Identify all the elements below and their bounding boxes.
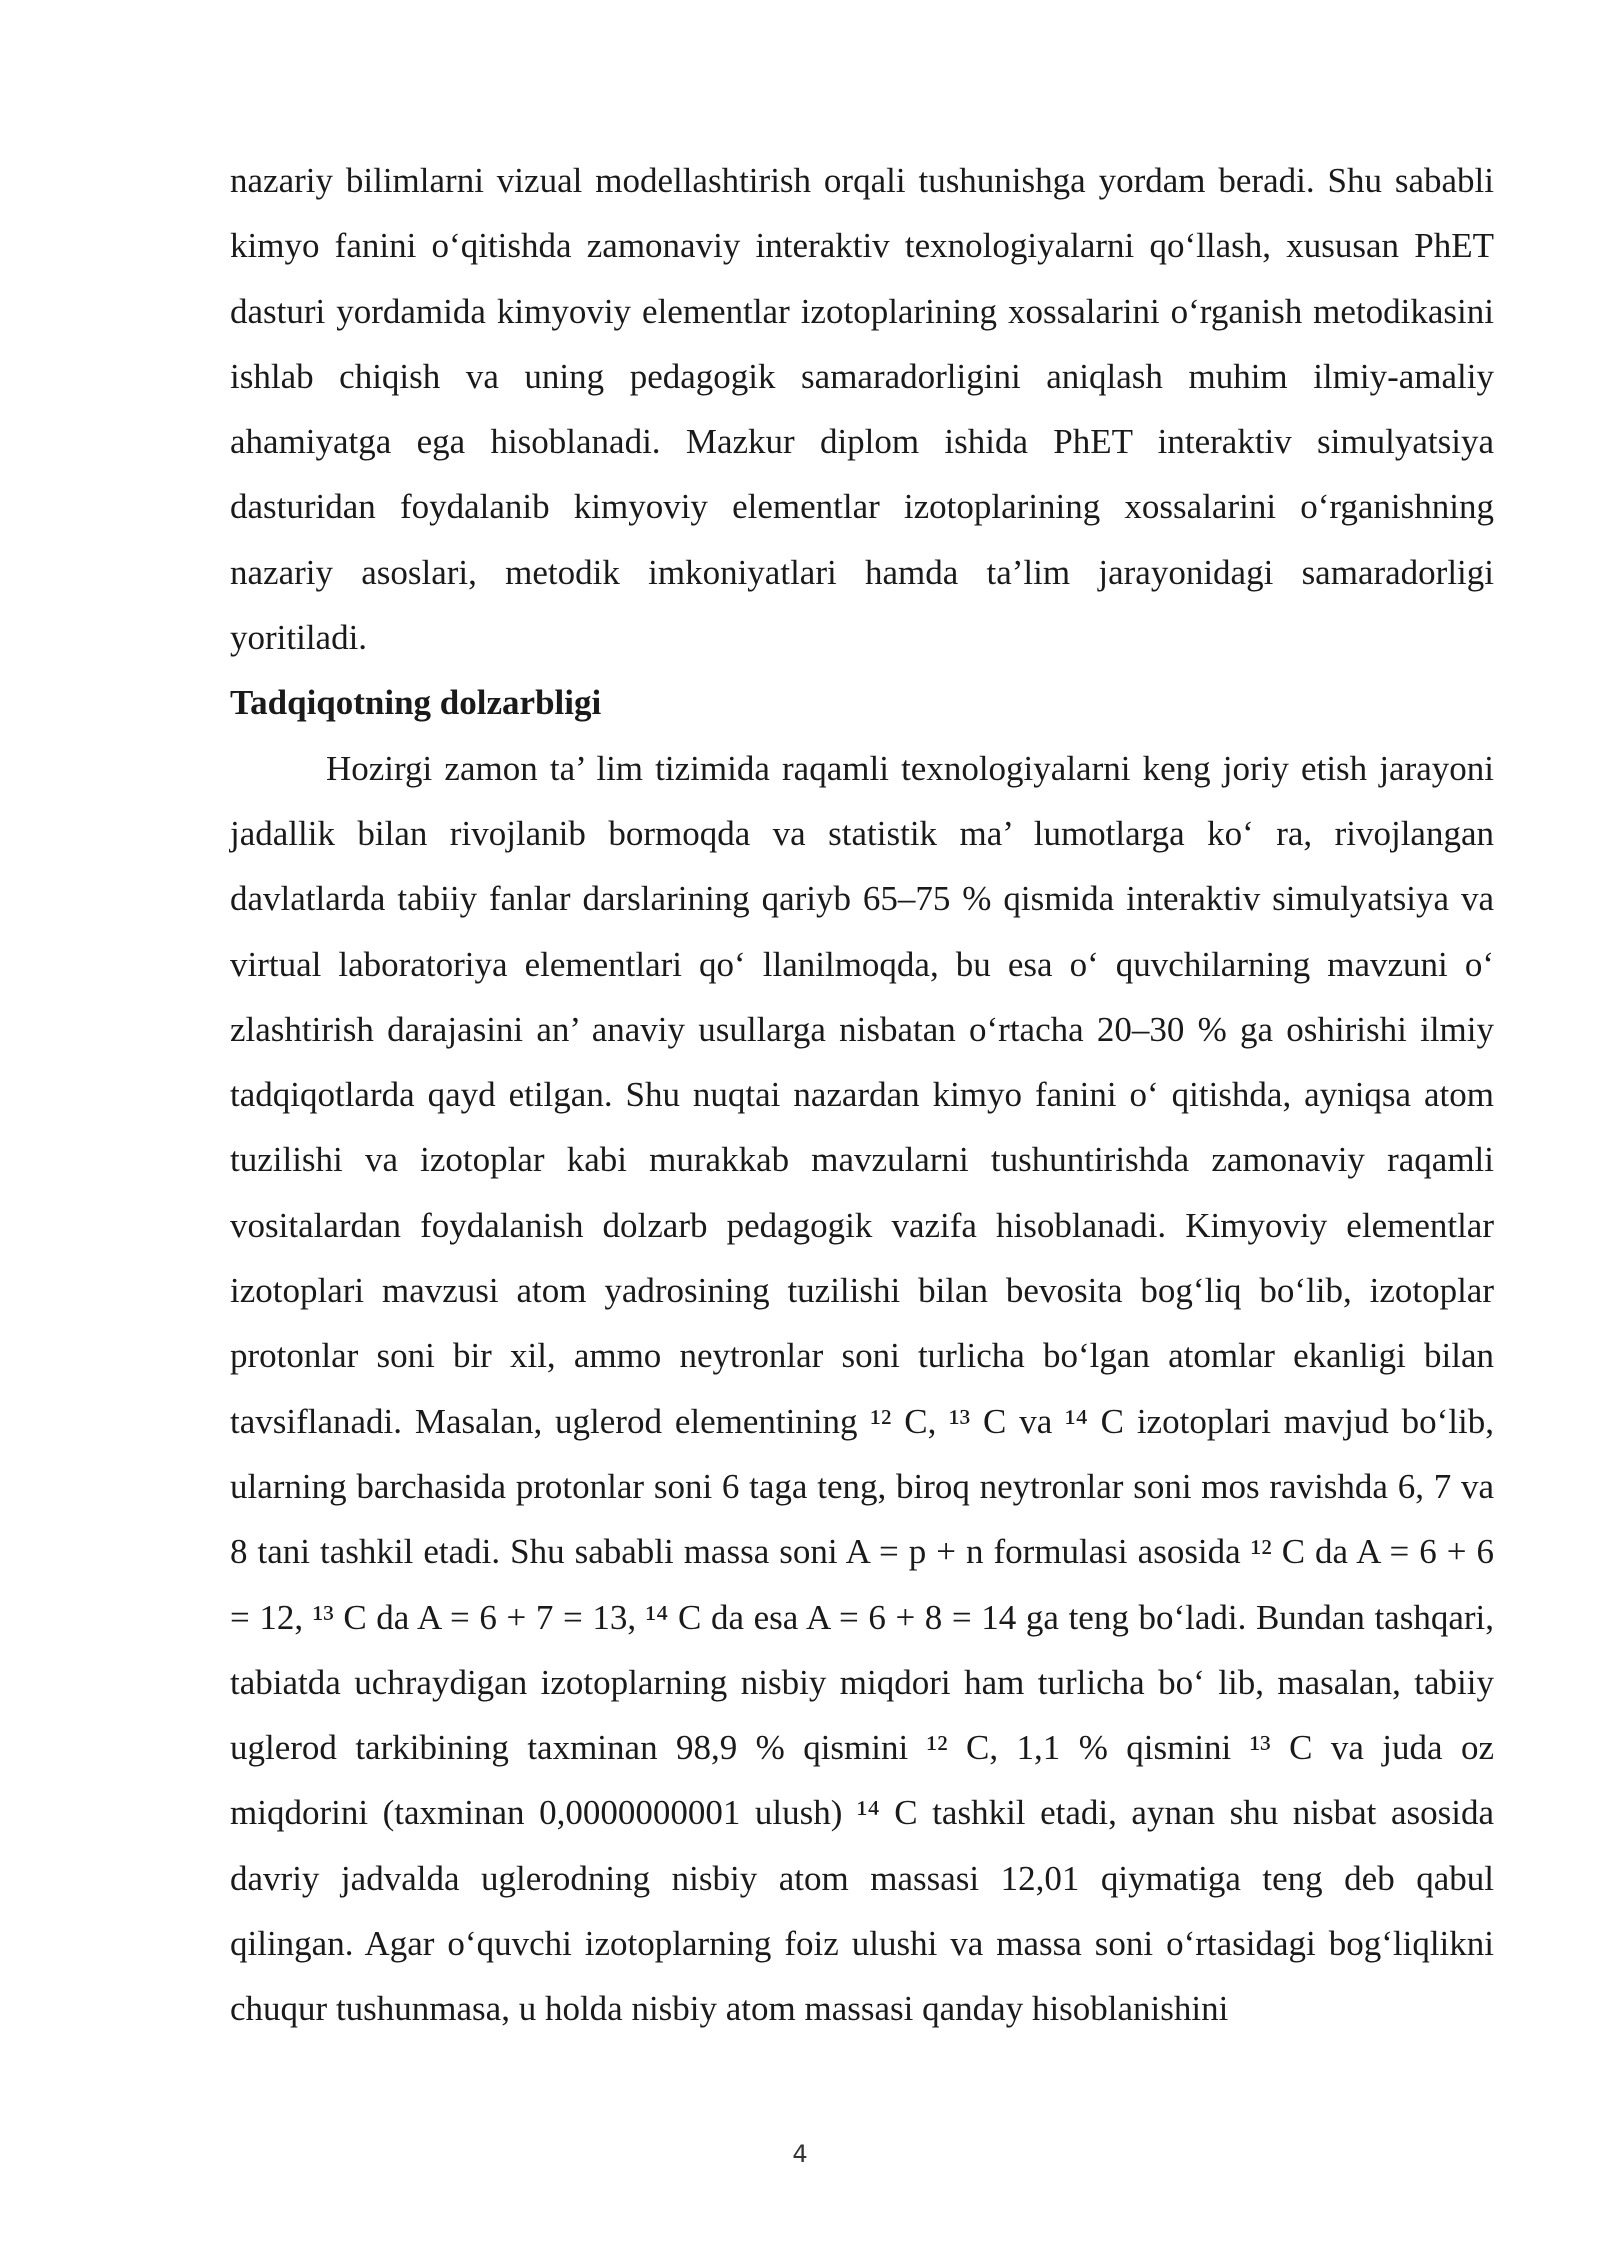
page-number: 4 (792, 2140, 808, 2168)
section-heading: Tadqiqotning dolzarbligi (230, 683, 602, 723)
paragraph-relevance: Hozirgi zamon ta’ lim tizimida raqamli texnologiyalarni keng joriy etish jarayoni jadallik bilan rivojlanib bormoqda va statistik ma’ lumotlarga ko‘ ra, rivojlangan davlatlarda tabiiy fanlar darslarining qariyb 65–75 % qismida interaktiv simulyatsiya va virtual laboratoriya elementlari qo‘ llanilmoqda, bu esa o‘ quvchilarning mavzuni o‘ zlashtirish darajasini an’ anaviy usullarga nisbatan o‘rtacha 20–30 % ga oshirishi ilmiy tadqiqotlarda qayd etilgan. Shu nuqtai nazardan kimyo fanini o‘ qitishda, ayniqsa atom tuzilishi va izotoplar kabi murakkab mavzularni tushuntirishda zamonaviy raqamli vositalardan foydalanish dolzarb pedagogik vazifa hisoblanadi. Kimyoviy elementlar izotoplari mavzusi atom yadrosining tuzilishi bilan bevosita bog‘liq bo‘lib, izotoplar protonlar soni bir xil, ammo neytronlar soni turlicha bo‘lgan atomlar ekanligi bilan tavsiflanadi. Masalan, uglerod elementining ¹² C, ¹³ C va ¹⁴ C izotoplari mavjud bo‘lib, ularning barchasida protonlar soni 6 taga teng, biroq neytronlar soni mos ravishda 6, 7 va 8 tani tashkil etadi. Shu sababli massa soni A = p + n formulasi asosida ¹² C da A = 6 + 6 = 12, ¹³ C da A = 6 + 7 = 13, ¹⁴ C da esa A = 6 + 8 = 14 ga teng bo‘ladi. Bundan tashqari, tabiatda uchraydigan izotoplarning nisbiy miqdori ham turlicha bo‘ lib, masalan, tabiiy uglerod tarkibining taxminan 98,9 % qismini ¹² C, 1,1 % qismini ¹³ C va juda oz miqdorini (taxminan 0,0000000001 ulush) ¹⁴ C tashkil etadi, aynan shu nisbat asosida davriy jadvalda uglerodning nisbiy atom massasi 12,01 qiymatiga teng deb qabul qilingan. Agar o‘quvchi izotoplarning foiz ulushi va massa soni o‘rtasidagi bog‘liqlikni chuqur tushunmasa, u holda nisbiy atom massasi qanday hisoblanishini (230, 748, 1494, 2029)
paragraph-intro-continuation: nazariy bilimlarni vizual modellashtirish orqali tushunishga yordam beradi. Shu sababli kimyo fanini o‘qitishda zamonaviy interaktiv texnologiyalarni qo‘llash, xususan PhET dasturi yordamida kimyoviy elementlar izotoplarining xossalarini o‘rganish metodikasini ishlab chiqish va uning pedagogik samaradorligini aniqlash muhim ilmiy-amaliy ahamiyatga ega hisoblanadi. Mazkur diplom ishida PhET interaktiv simulyatsiya dasturidan foydalanib kimyoviy elementlar izotoplarining xossalarini o‘rganishning nazariy asoslari, metodik imkoniyatlari hamda ta’lim jarayonidagi samaradorligi yoritiladi. (230, 161, 1494, 658)
body-text (230, 148, 1494, 2042)
